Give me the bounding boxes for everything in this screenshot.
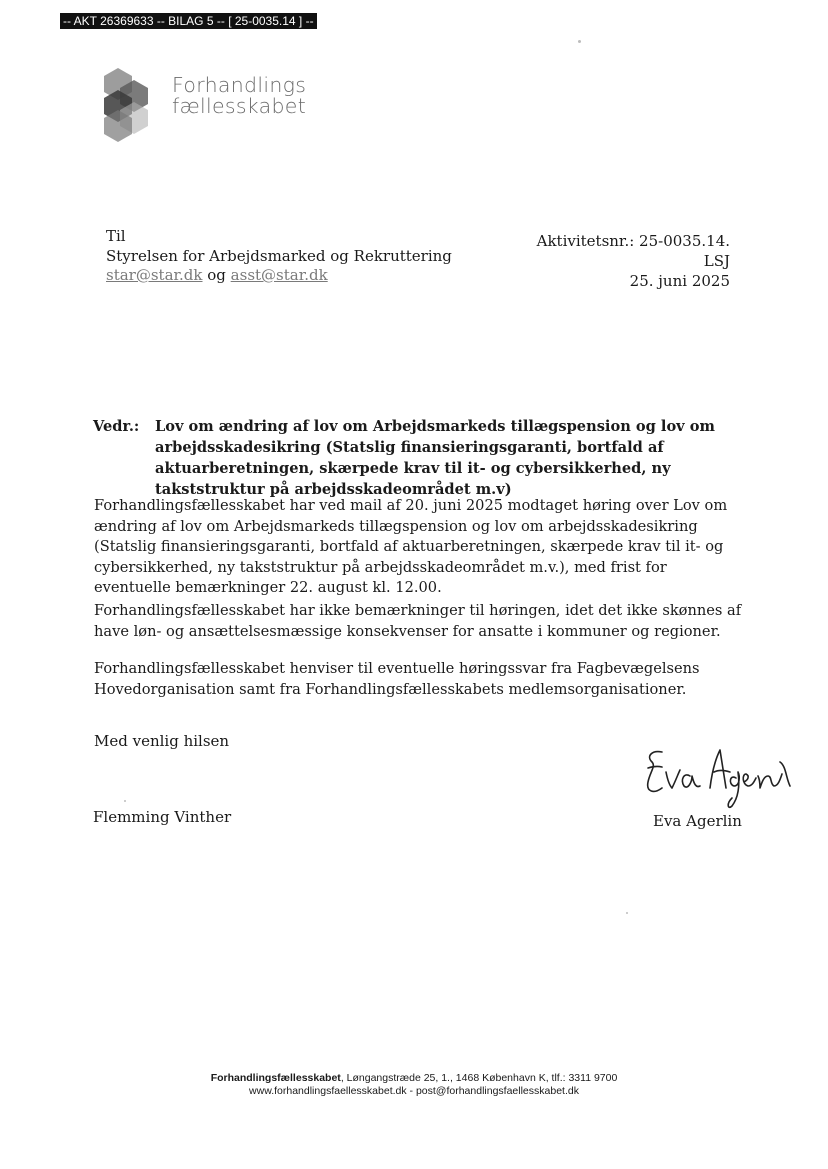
handwritten-signature — [640, 742, 800, 812]
email-joiner: og — [202, 266, 231, 284]
subject-label: Vedr.: — [93, 418, 140, 435]
letter-date: 25. juni 2025 — [629, 272, 730, 290]
document-stamp: -- AKT 26369633 -- BILAG 5 -- [ 25-0035.14 ] -- — [60, 13, 317, 29]
scan-speck — [626, 912, 628, 914]
footer-contact-line: www.forhandlingsfaellesskabet.dk - post@forhandlingsfaellesskabet.dk — [249, 1085, 579, 1097]
recipient-organization: Styrelsen for Arbejdsmarked og Rekruttering — [106, 246, 452, 265]
initials: LSJ — [703, 252, 730, 270]
logo — [100, 66, 340, 146]
recipient-emails — [106, 266, 452, 286]
letter-footer — [0, 1072, 828, 1098]
scan-speck — [124, 800, 126, 802]
signer-left: Flemming Vinther — [93, 808, 232, 826]
subject-line — [93, 416, 743, 500]
recipient-to: Til — [106, 227, 126, 245]
logo-icon — [100, 66, 164, 142]
closing-greeting: Med venlig hilsen — [94, 732, 230, 750]
logo-wordmark: Forhandlings fællesskabet — [172, 73, 307, 118]
footer-address-line — [0, 1072, 828, 1085]
footer-org: Forhandlingsfællesskabet — [210, 1072, 341, 1084]
body-paragraph-1: Forhandlingsfællesskabet har ved mail af 20. juni 2025 modtaget høring over Lov om ændring af lov om Arbejdsmarkeds tillægspension og lov om arbejdsskadesikring (Statslig finansieringsgaranti, bortfald af aktuarberetningen, skærpede krav til it- og cybersikkerhed, ny takststruktur på arbejdsskadeområdet m.v.), med frist for eventuelle bemærkninger 22. august kl. 12.00. — [94, 497, 728, 596]
scan-speck — [578, 40, 581, 43]
body-paragraph-3: Forhandlingsfællesskabet henviser til eventuelle høringssvar fra Fagbevægelsens Hovedorganisation samt fra Forhandlingsfællesskabets medlemsorganisationer. — [94, 660, 700, 698]
subject-text: Lov om ændring af lov om Arbejdsmarkeds tillægspension og lov om arbejdsskadesikring (Statslig finansieringsgaranti, bortfald af aktuarberetningen, skærpede krav til it- og cybersikkerhed, ny takststruktur på arbejdsskadeområdet m.v) — [155, 418, 715, 498]
signer-right: Eva Agerlin — [653, 812, 742, 830]
body-paragraph-2: Forhandlingsfællesskabet har ikke bemærkninger til høringen, idet det ikke skønnes af have løn- og ansættelsesmæssige konsekvenser for ansatte i kommuner og regioner. — [94, 602, 742, 640]
reference-block — [537, 231, 730, 291]
activity-number: Aktivitetsnr.: 25-0035.14. — [536, 232, 730, 250]
email-link-star[interactable]: star@star.dk — [106, 266, 203, 284]
email-link-asst[interactable]: asst@star.dk — [230, 266, 328, 284]
recipient-block — [106, 227, 452, 286]
footer-address: , Løngangstræde 25, 1., 1468 København K, tlf.: 3311 9700 — [340, 1072, 618, 1084]
